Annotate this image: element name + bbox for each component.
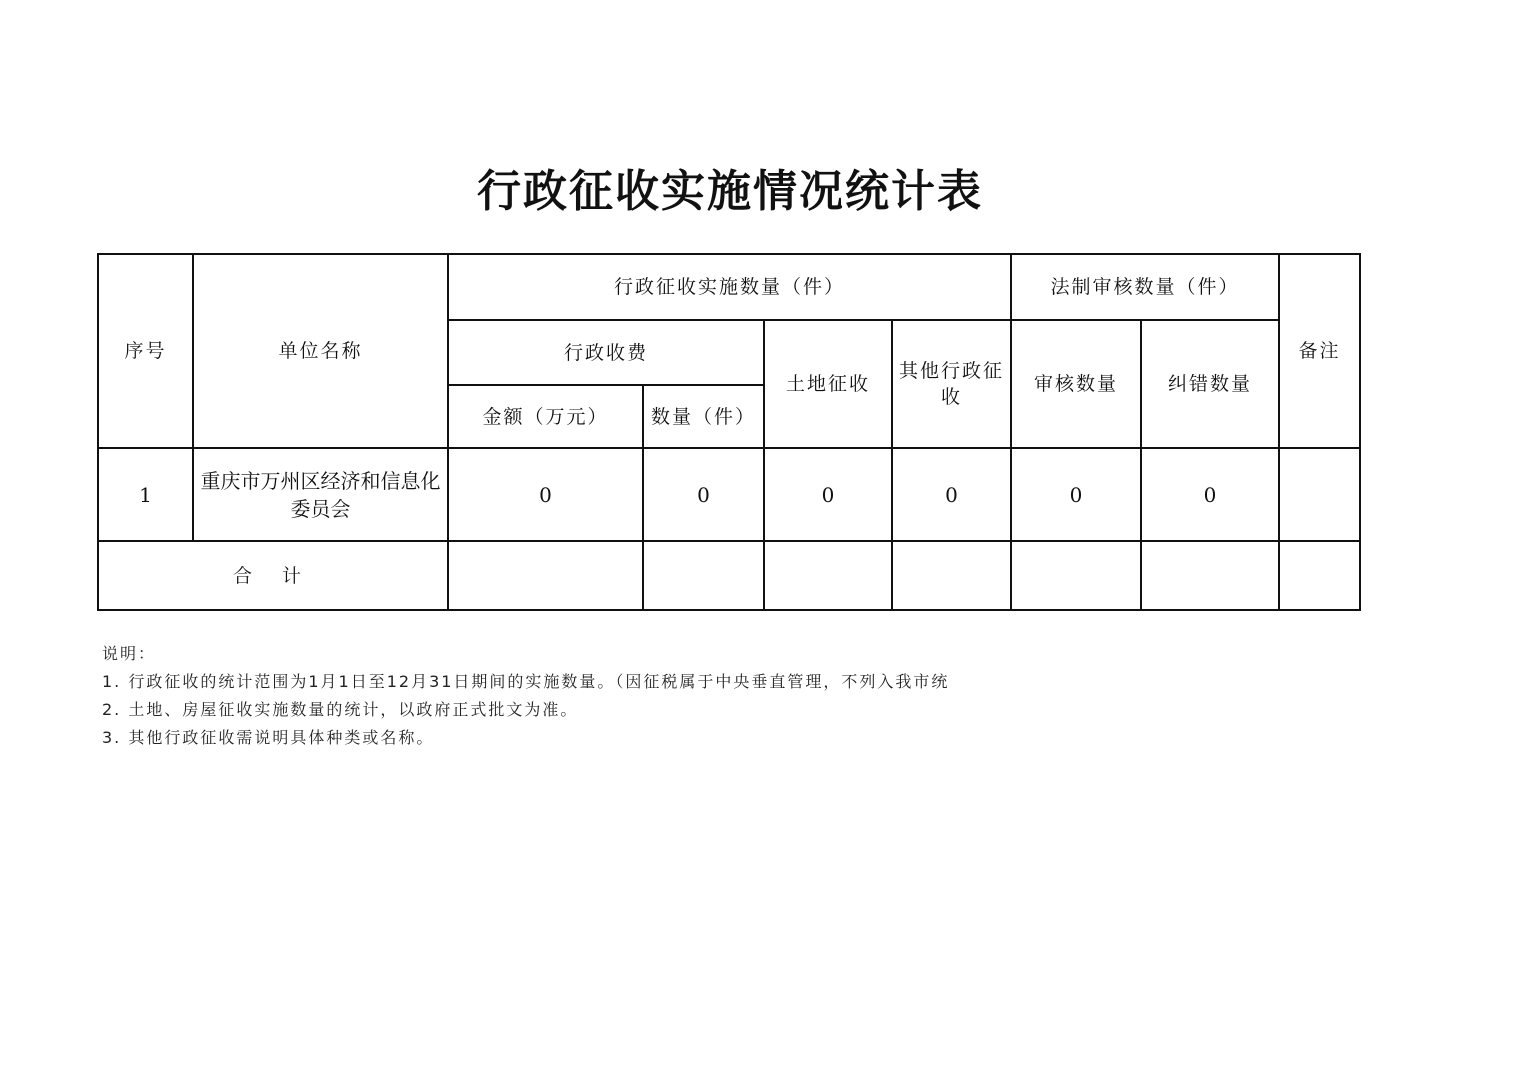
total-other-expropriation xyxy=(892,541,1011,610)
cell-seq: 1 xyxy=(98,448,193,541)
header-admin-fees: 行政收费 xyxy=(448,320,764,385)
note-item: 2. 土地、房屋征收实施数量的统计，以政府正式批文为准。 xyxy=(102,700,579,719)
header-land-expropriation: 土地征收 xyxy=(764,320,892,448)
header-correction-count: 纠错数量 xyxy=(1141,320,1279,448)
note-item: 1. 行政征收的统计范围为1月1日至12月31日期间的实施数量。（因征税属于中央垂直管理，不列入我市统 xyxy=(102,672,950,691)
total-remarks xyxy=(1279,541,1360,610)
cell-other-expropriation: 0 xyxy=(892,448,1011,541)
header-amount: 金额（万元） xyxy=(448,385,643,448)
total-quantity xyxy=(643,541,764,610)
cell-correction-count: 0 xyxy=(1141,448,1279,541)
header-expropriation-count: 行政征收实施数量（件） xyxy=(448,254,1011,320)
cell-unit-name: 重庆市万州区经济和信息化委员会 xyxy=(193,448,448,541)
total-review-count xyxy=(1011,541,1141,610)
notes-section xyxy=(102,640,1022,752)
header-other-expropriation: 其他行政征收 xyxy=(892,320,1011,448)
header-unit-name: 单位名称 xyxy=(193,254,448,448)
header-quantity: 数量（件） xyxy=(643,385,764,448)
total-correction-count xyxy=(1141,541,1279,610)
note-item: 3. 其他行政征收需说明具体种类或名称。 xyxy=(102,728,435,747)
header-row-1 xyxy=(98,254,1360,320)
cell-amount: 0 xyxy=(448,448,643,541)
total-row xyxy=(98,541,1360,610)
header-legal-review-count: 法制审核数量（件） xyxy=(1011,254,1279,320)
total-label: 合 计 xyxy=(98,541,448,610)
cell-remarks xyxy=(1279,448,1360,541)
page-title: 行政征收实施情况统计表 xyxy=(477,166,983,217)
statistics-table xyxy=(97,253,1361,611)
header-remarks: 备注 xyxy=(1279,254,1360,448)
header-seq: 序号 xyxy=(98,254,193,448)
cell-review-count: 0 xyxy=(1011,448,1141,541)
total-land-expropriation xyxy=(764,541,892,610)
cell-land-expropriation: 0 xyxy=(764,448,892,541)
cell-quantity: 0 xyxy=(643,448,764,541)
notes-heading: 说明： xyxy=(102,644,157,663)
table-row xyxy=(98,448,1360,541)
total-amount xyxy=(448,541,643,610)
header-review-count: 审核数量 xyxy=(1011,320,1141,448)
